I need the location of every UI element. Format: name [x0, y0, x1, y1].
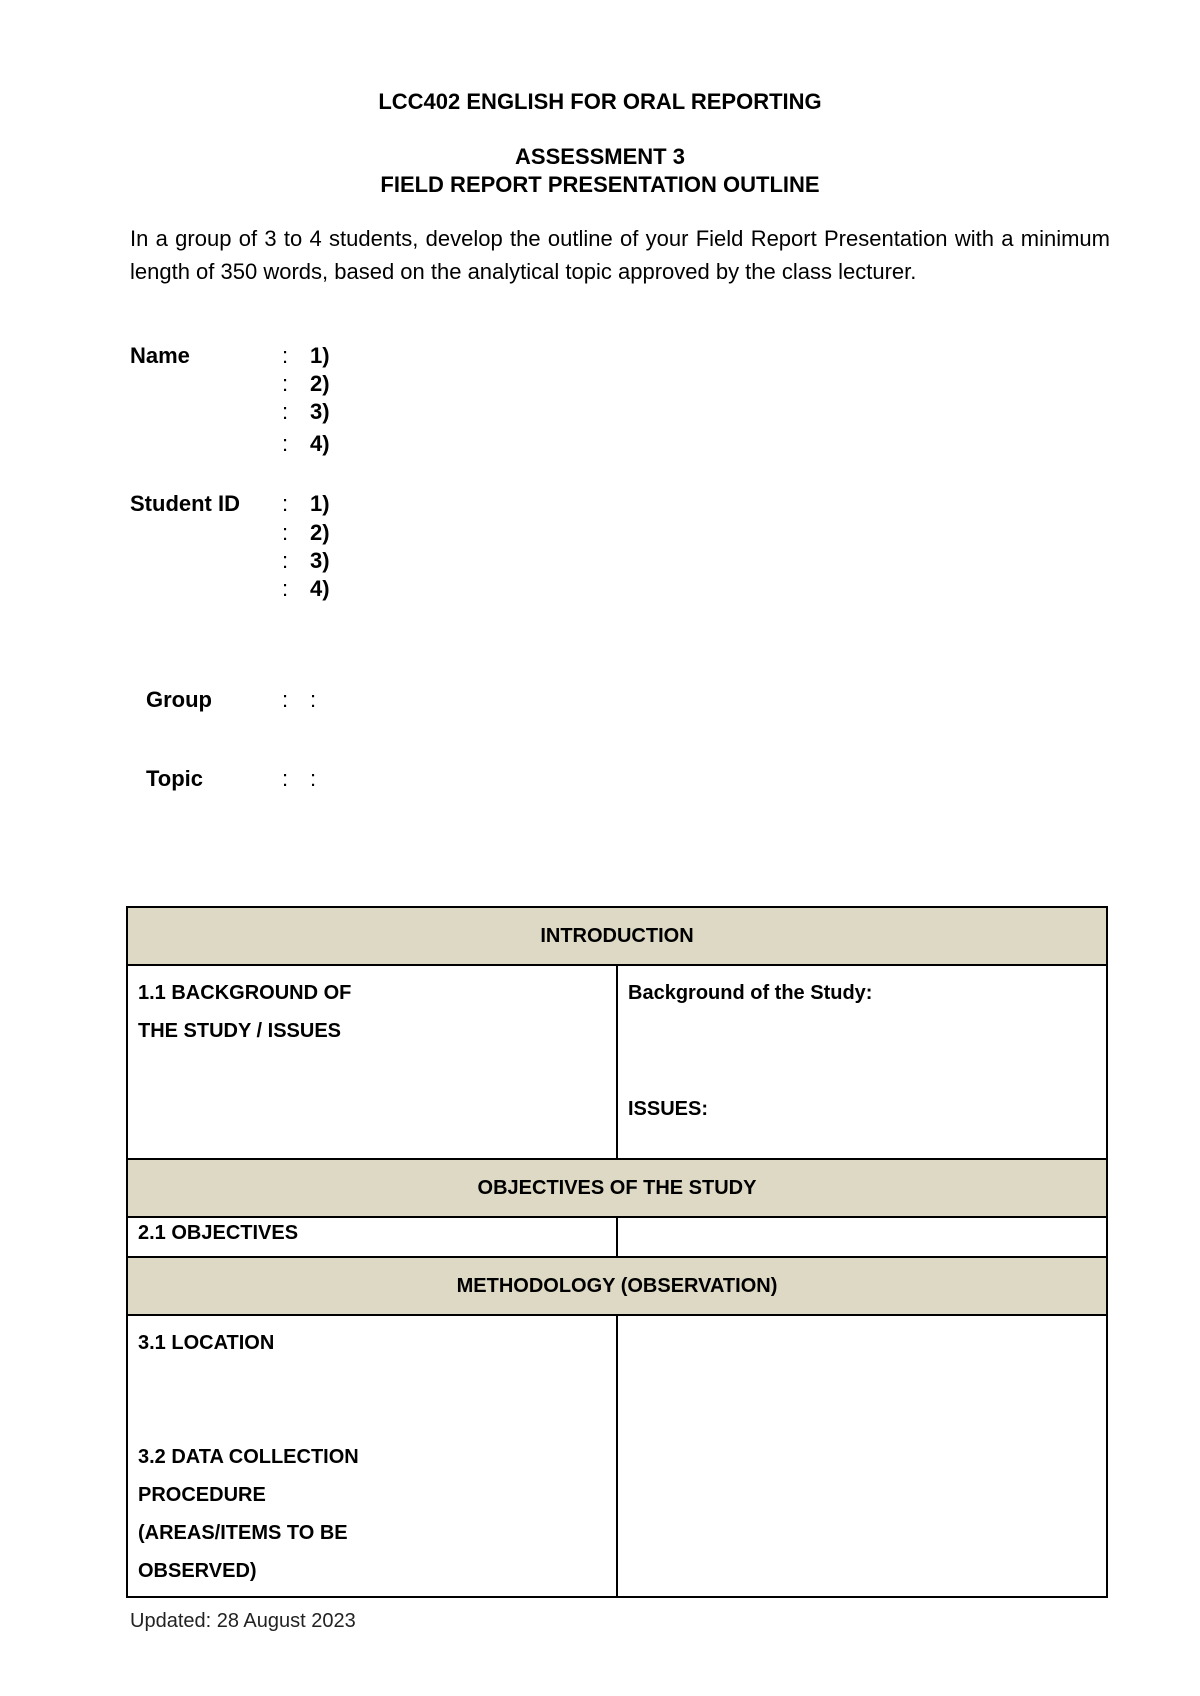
entry-number: 3) — [310, 548, 330, 573]
entry-number: 3) — [310, 399, 330, 424]
location-blank — [138, 1362, 606, 1438]
colon: : — [282, 343, 289, 368]
background-label-cell — [127, 965, 617, 1159]
methodology-content-cell[interactable] — [617, 1315, 1107, 1597]
course-title: LCC402 ENGLISH FOR ORAL REPORTING — [378, 89, 822, 114]
entry-number: 1) — [310, 491, 330, 516]
colon: : — [282, 371, 289, 396]
colon: : — [282, 399, 289, 424]
data-collection-line-3: (AREAS/ITEMS TO BE — [138, 1522, 348, 1544]
colon: : — [282, 687, 289, 712]
assessment-title: ASSESSMENT 3 — [515, 144, 685, 169]
colon: : — [282, 431, 289, 456]
table-row — [127, 1257, 1107, 1315]
objectives-heading: OBJECTIVES OF THE STUDY — [127, 1159, 1107, 1217]
updated-date: Updated: 28 August 2023 — [130, 1610, 356, 1632]
data-collection-line-2: PROCEDURE — [138, 1484, 266, 1506]
table-row — [127, 1315, 1107, 1597]
table-row — [127, 1159, 1107, 1217]
colon: : — [282, 766, 289, 791]
objectives-label-cell: 2.1 OBJECTIVES — [127, 1217, 617, 1257]
name-entry-4[interactable] — [282, 430, 330, 458]
name-entry-1[interactable] — [282, 342, 330, 370]
colon: : — [282, 548, 289, 573]
name-entry-3[interactable] — [282, 398, 330, 426]
colon: : — [282, 520, 289, 545]
outline-table — [126, 906, 1108, 1598]
table-row — [127, 907, 1107, 965]
student-id-label: Student ID — [130, 491, 240, 516]
background-label-line-1: 1.1 BACKGROUND OF — [138, 982, 352, 1004]
entry-number: 4) — [310, 431, 330, 456]
objectives-content-cell[interactable] — [617, 1217, 1107, 1257]
instructions-paragraph: In a group of 3 to 4 students, develop the outline of your Field Report Presentation with a minimum length of 350 words, based on the analytical topic approved by the class lecturer. — [130, 226, 1110, 284]
group-field[interactable] — [282, 686, 316, 714]
issues-prompt: ISSUES: — [628, 1098, 709, 1120]
methodology-heading: METHODOLOGY (OBSERVATION) — [127, 1257, 1107, 1315]
methodology-label-cell — [127, 1315, 617, 1597]
background-content-cell[interactable] — [617, 965, 1107, 1159]
topic-label: Topic — [146, 766, 204, 791]
entry-number: 2) — [310, 520, 330, 545]
name-entry-2[interactable] — [282, 370, 330, 398]
colon: : — [282, 491, 289, 516]
student-id-entry-2[interactable] — [282, 519, 330, 547]
topic-field[interactable] — [282, 765, 316, 793]
data-collection-line-1: 3.2 DATA COLLECTION — [138, 1446, 359, 1468]
introduction-heading: INTRODUCTION — [127, 907, 1107, 965]
student-id-entry-1[interactable] — [282, 490, 330, 518]
group-value: : — [310, 687, 317, 712]
colon: : — [282, 576, 289, 601]
outline-title: FIELD REPORT PRESENTATION OUTLINE — [380, 172, 820, 197]
entry-number: 2) — [310, 371, 330, 396]
background-prompt: Background of the Study: — [628, 982, 873, 1004]
topic-value: : — [310, 766, 317, 791]
student-id-entry-3[interactable] — [282, 547, 330, 575]
location-label: 3.1 LOCATION — [138, 1332, 275, 1354]
entry-number: 4) — [310, 576, 330, 601]
student-id-entry-4[interactable] — [282, 575, 330, 603]
name-label: Name — [130, 343, 190, 368]
background-blank — [628, 1012, 1096, 1090]
group-label: Group — [146, 687, 212, 712]
background-label-line-2: THE STUDY / ISSUES — [138, 1020, 342, 1042]
table-row — [127, 1217, 1107, 1257]
table-row — [127, 965, 1107, 1159]
data-collection-line-4: OBSERVED) — [138, 1560, 257, 1582]
entry-number: 1) — [310, 343, 330, 368]
